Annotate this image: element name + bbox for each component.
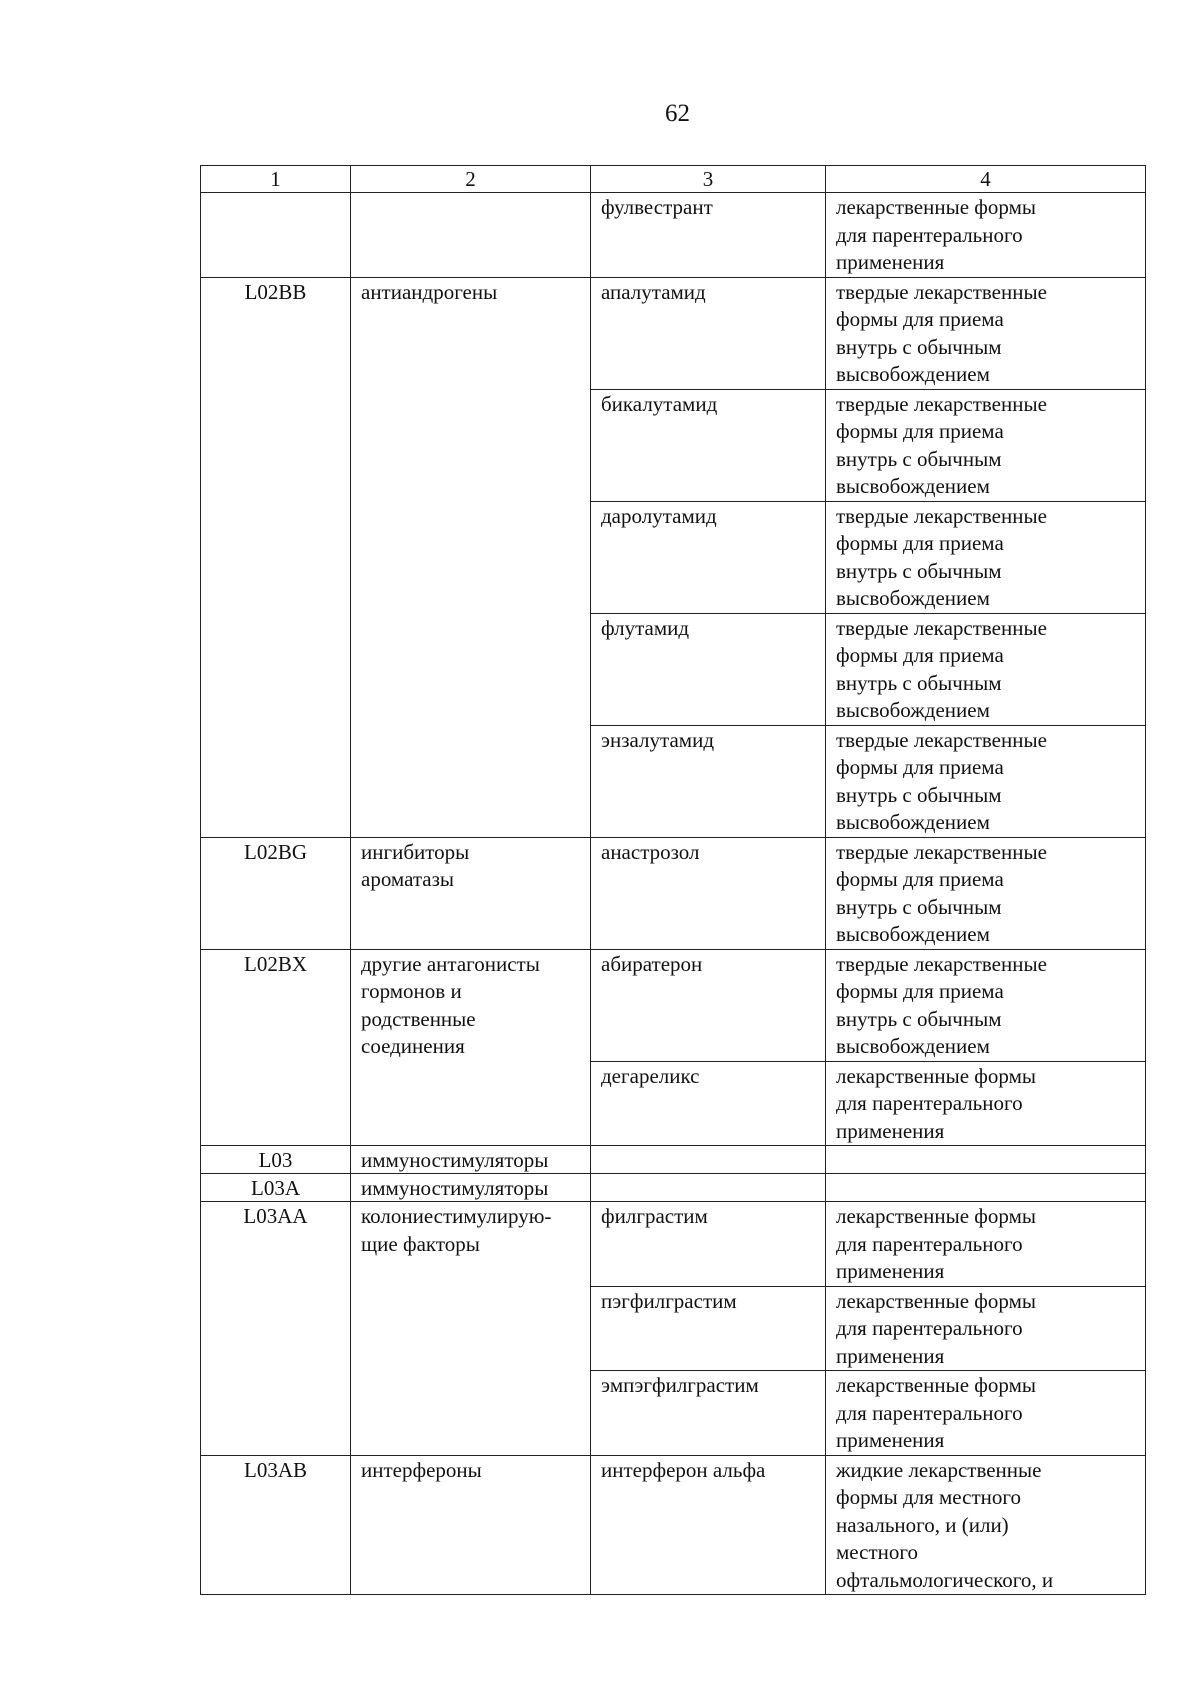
drug-name-cell: бикалутамид <box>591 389 826 501</box>
dosage-form-line: высвобождением <box>836 586 990 610</box>
column-header: 3 <box>591 166 826 193</box>
dosage-form-line: внутрь с обычным <box>836 782 1002 807</box>
group-name-line: интерфероны <box>361 1457 482 1482</box>
dosage-form-line: формы для приема <box>836 531 1004 555</box>
dosage-form-line: лекарственные формы <box>836 1288 1036 1313</box>
dosage-form-cell <box>826 389 1146 501</box>
group-name-line: гормонов и <box>361 979 462 1003</box>
atc-code-cell <box>201 193 351 278</box>
table-row <box>201 1455 1146 1595</box>
dosage-form-line: лекарственные формы <box>836 1373 1036 1397</box>
group-name-line: ингибиторы <box>361 839 470 864</box>
atc-code-cell: L03A <box>201 1174 351 1202</box>
dosage-form-cell <box>826 277 1146 389</box>
column-header: 2 <box>351 166 591 193</box>
dosage-form-line: формы для приема <box>836 979 1004 1003</box>
dosage-form-cell <box>826 1174 1146 1202</box>
table-row <box>201 1146 1146 1174</box>
dosage-form-line: формы для приема <box>836 755 1004 779</box>
dosage-form-line: внутрь с обычным <box>836 894 1002 919</box>
drug-name-cell: даролутамид <box>591 501 826 613</box>
dosage-form-line: применения <box>836 250 945 274</box>
dosage-form-line: твердые лекарственные <box>836 951 1047 976</box>
dosage-form-cell <box>826 1061 1146 1146</box>
dosage-form-line: внутрь с обычным <box>836 670 1002 695</box>
dosage-form-cell <box>826 501 1146 613</box>
drug-name-cell <box>591 1174 826 1202</box>
dosage-form-line: твердые лекарственные <box>836 615 1047 640</box>
dosage-form-cell <box>826 949 1146 1061</box>
dosage-form-line: внутрь с обычным <box>836 334 1002 359</box>
dosage-form-line: твердые лекарственные <box>836 279 1047 304</box>
group-name-cell <box>351 1146 591 1174</box>
group-name-line: родственные <box>361 1006 476 1031</box>
dosage-form-line: высвобождением <box>836 474 990 498</box>
dosage-form-line: лекарственные формы <box>836 195 1036 219</box>
drug-name-cell: дегареликс <box>591 1061 826 1146</box>
group-name-cell <box>351 277 591 837</box>
dosage-form-cell <box>826 1202 1146 1287</box>
dosage-form-line: лекарственные формы <box>836 1063 1036 1088</box>
dosage-form-line: для парентерального <box>836 1400 1023 1425</box>
dosage-form-line: формы для приема <box>836 419 1004 443</box>
dosage-form-line: твердые лекарственные <box>836 503 1047 528</box>
table-row <box>201 949 1146 1061</box>
dosage-form-line: для парентерального <box>836 1091 1023 1115</box>
group-name-cell <box>351 193 591 278</box>
drug-name-cell: интерферон альфа <box>591 1455 826 1595</box>
table-row <box>201 193 1146 278</box>
group-name-cell <box>351 1174 591 1202</box>
dosage-form-cell <box>826 1455 1146 1595</box>
group-name-line: антиандрогены <box>361 279 498 304</box>
group-name-line: колониестимулирую- <box>361 1204 552 1228</box>
dosage-form-line: формы для местного <box>836 1485 1021 1509</box>
dosage-form-line: твердые лекарственные <box>836 391 1047 416</box>
group-name-cell <box>351 1202 591 1456</box>
dosage-form-line: для парентерального <box>836 1231 1023 1256</box>
table-row <box>201 1174 1146 1202</box>
dosage-form-line: высвобождением <box>836 698 990 722</box>
dosage-form-cell <box>826 1286 1146 1371</box>
dosage-form-cell <box>826 193 1146 278</box>
table-row <box>201 1202 1146 1287</box>
atc-code-cell: L03AB <box>201 1455 351 1595</box>
dosage-form-line: внутрь с обычным <box>836 1006 1002 1031</box>
drug-name-cell <box>591 1146 826 1174</box>
dosage-form-line: применения <box>836 1343 945 1368</box>
atc-code-cell: L02BX <box>201 949 351 1146</box>
group-name-line: иммуностимуляторы <box>361 1176 549 1200</box>
dosage-form-line: местного <box>836 1540 918 1564</box>
group-name-line: другие антагонисты <box>361 951 540 976</box>
dosage-form-cell <box>826 613 1146 725</box>
drug-name-cell: фулвестрант <box>591 193 826 278</box>
drug-name-cell: энзалутамид <box>591 725 826 837</box>
dosage-form-line: твердые лекарственные <box>836 839 1047 864</box>
dosage-form-line: для парентерального <box>836 222 1023 247</box>
group-name-cell <box>351 949 591 1146</box>
drug-table <box>200 165 1146 1595</box>
group-name-line: соединения <box>361 1034 465 1058</box>
group-name-cell <box>351 1455 591 1595</box>
table-row <box>201 837 1146 949</box>
dosage-form-cell <box>826 1146 1146 1174</box>
drug-name-cell: анастрозол <box>591 837 826 949</box>
page-number: 62 <box>665 100 690 127</box>
column-header: 4 <box>826 166 1146 193</box>
dosage-form-line: высвобождением <box>836 810 990 834</box>
atc-code-cell: L02BB <box>201 277 351 837</box>
drug-name-cell: флутамид <box>591 613 826 725</box>
drug-name-cell: апалутамид <box>591 277 826 389</box>
column-header: 1 <box>201 166 351 193</box>
dosage-form-line: формы для приема <box>836 867 1004 891</box>
dosage-form-line: лекарственные формы <box>836 1204 1036 1228</box>
dosage-form-line: формы для приема <box>836 643 1004 667</box>
group-name-cell <box>351 837 591 949</box>
drug-name-cell: эмпэгфилграстим <box>591 1371 826 1456</box>
atc-code-cell: L03 <box>201 1146 351 1174</box>
dosage-form-line: внутрь с обычным <box>836 558 1002 583</box>
atc-code-cell: L03AA <box>201 1202 351 1456</box>
column-number-row <box>201 166 1146 193</box>
atc-code-cell: L02BG <box>201 837 351 949</box>
dosage-form-line: для парентерального <box>836 1316 1023 1340</box>
dosage-form-line: формы для приема <box>836 307 1004 331</box>
drug-name-cell: пэгфилграстим <box>591 1286 826 1371</box>
dosage-form-line: внутрь с обычным <box>836 446 1002 471</box>
table-body <box>201 193 1146 1595</box>
dosage-form-line: твердые лекарственные <box>836 727 1047 752</box>
dosage-form-line: высвобождением <box>836 1034 990 1058</box>
group-name-line: иммуностимуляторы <box>361 1148 549 1172</box>
drug-name-cell: филграстим <box>591 1202 826 1287</box>
dosage-form-line: высвобождением <box>836 362 990 386</box>
dosage-form-line: жидкие лекарственные <box>836 1457 1042 1482</box>
dosage-form-line: применения <box>836 1259 945 1283</box>
group-name-line: щие факторы <box>361 1231 480 1256</box>
table-row <box>201 277 1146 389</box>
dosage-form-cell <box>826 1371 1146 1456</box>
dosage-form-line: применения <box>836 1118 945 1143</box>
drug-name-cell: абиратерон <box>591 949 826 1061</box>
dosage-form-line: офтальмологического, и <box>836 1567 1054 1592</box>
dosage-form-line: применения <box>836 1428 945 1452</box>
dosage-form-cell <box>826 725 1146 837</box>
dosage-form-line: высвобождением <box>836 922 990 946</box>
dosage-form-line: назального, и (или) <box>836 1512 1009 1537</box>
group-name-line: ароматазы <box>361 867 455 891</box>
dosage-form-cell <box>826 837 1146 949</box>
